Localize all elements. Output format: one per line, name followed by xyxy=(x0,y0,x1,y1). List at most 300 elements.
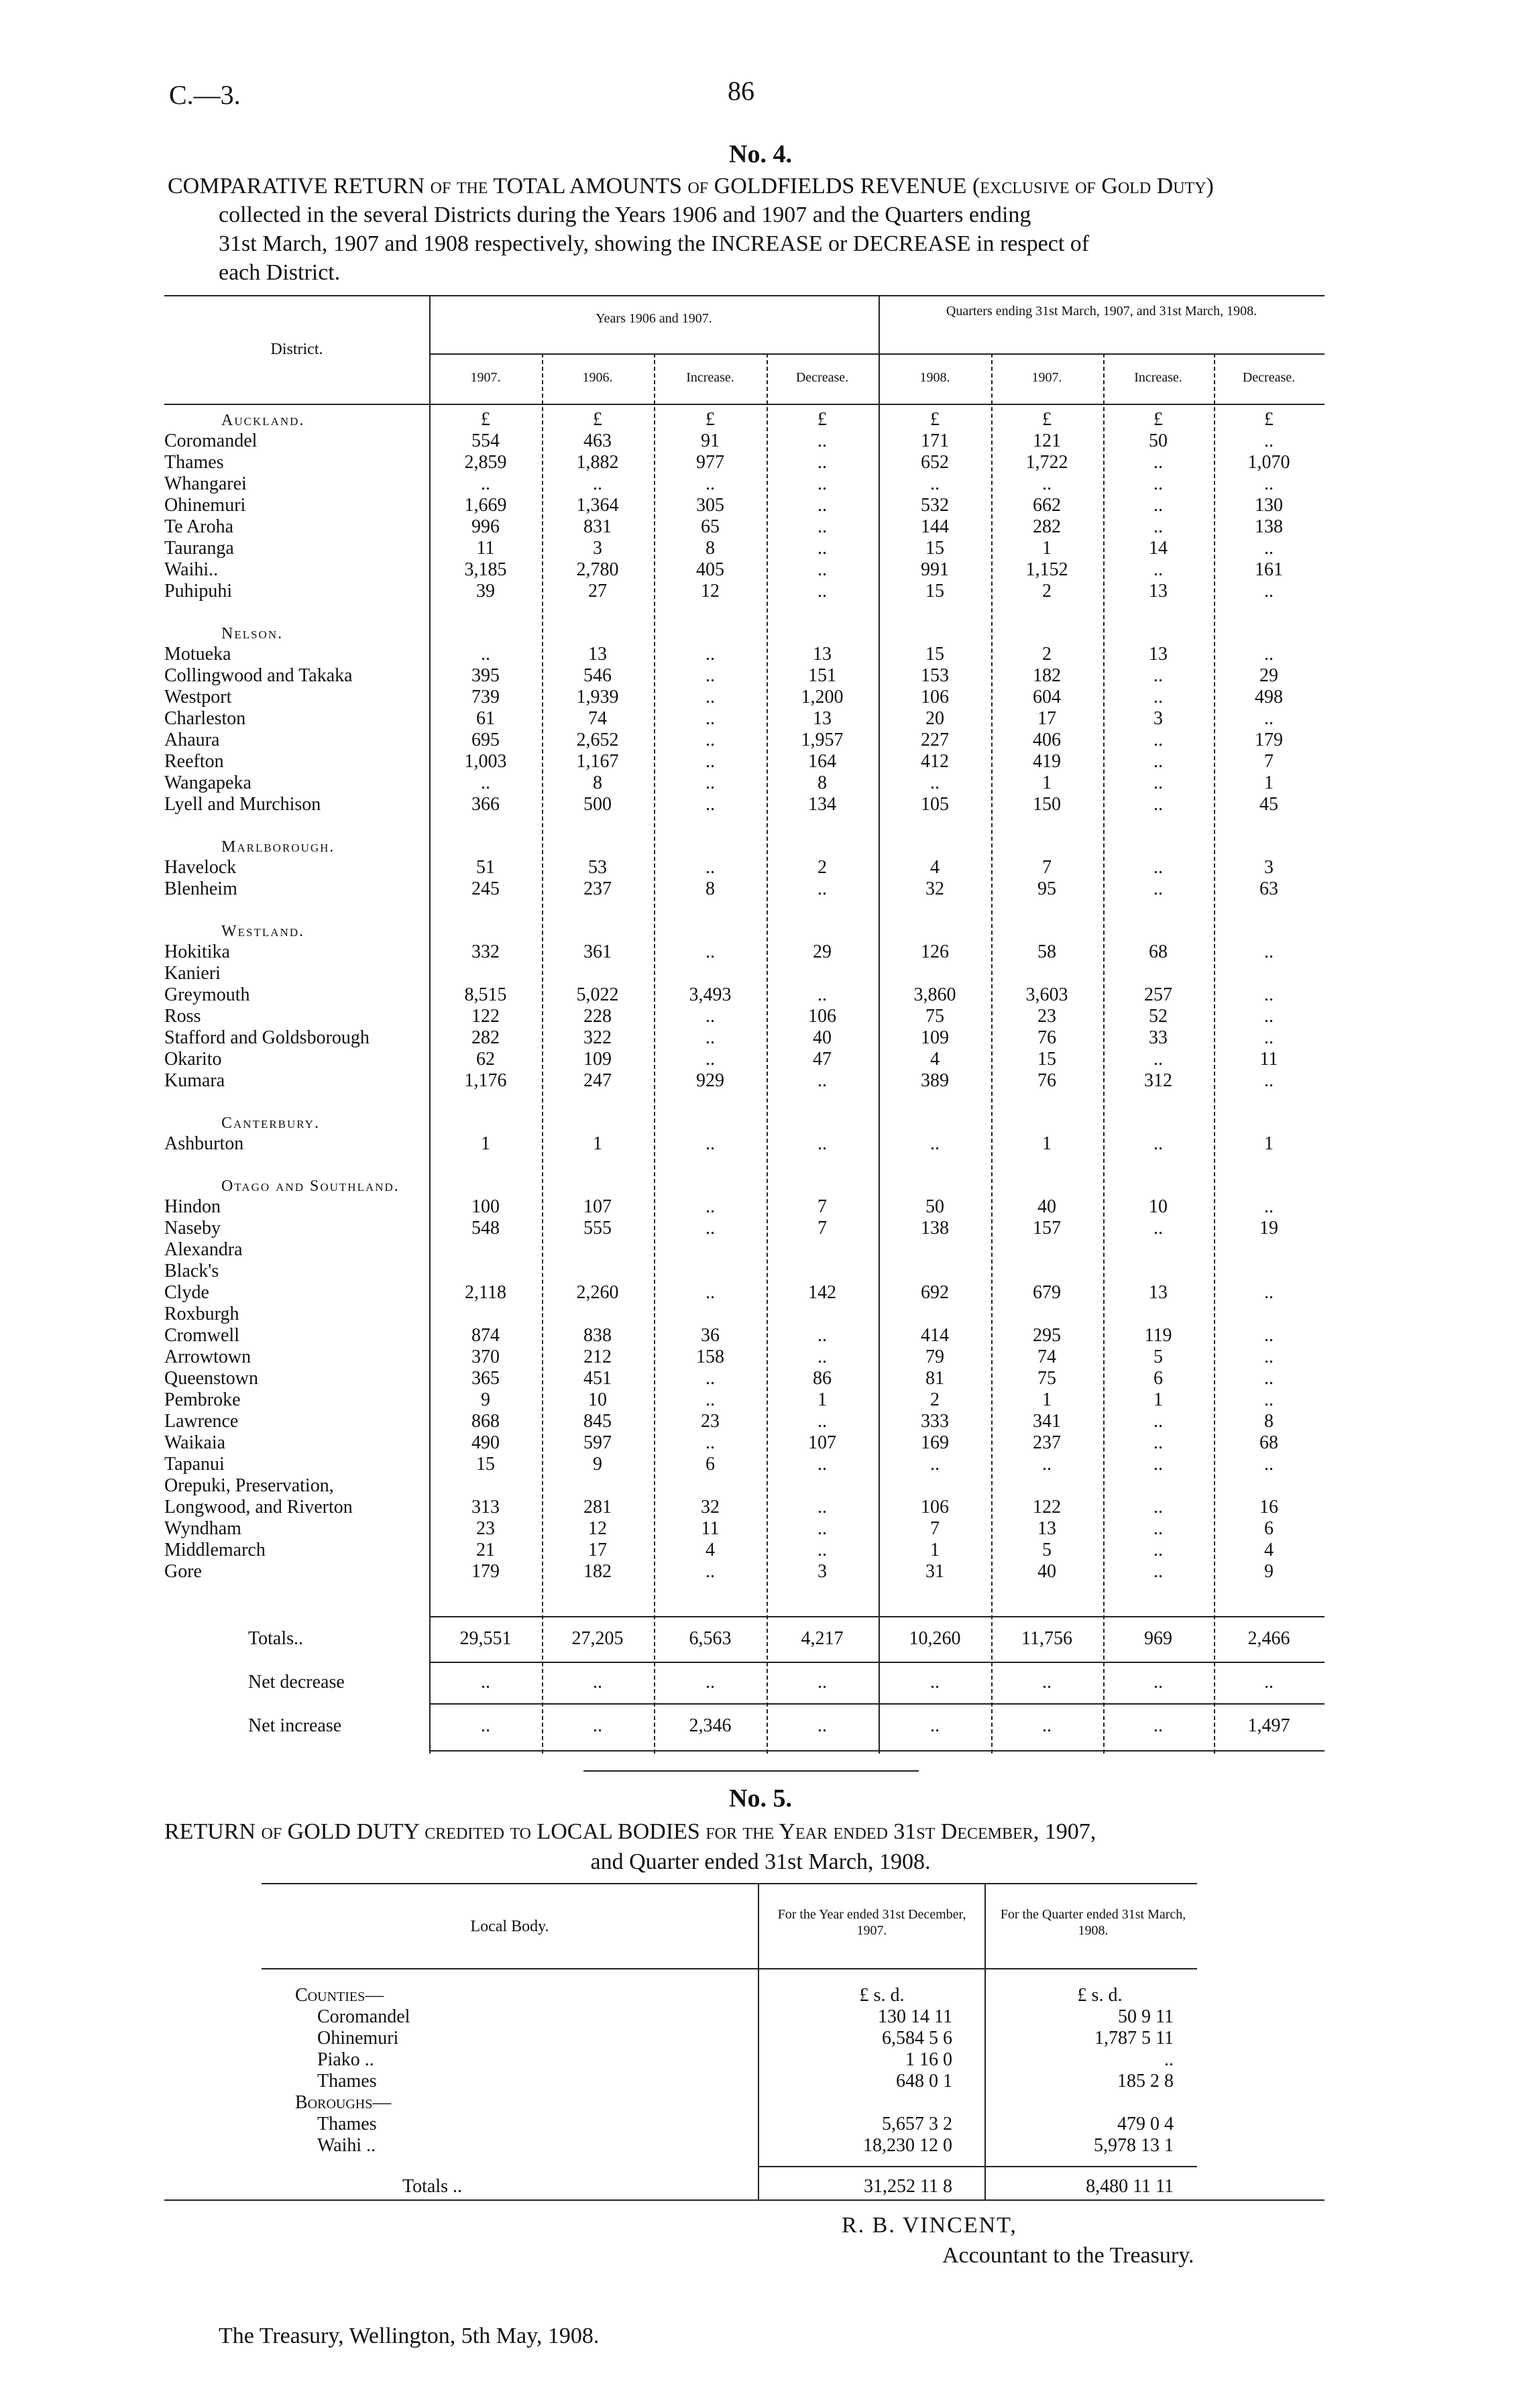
section-heading: Otago and Southland. xyxy=(221,1178,400,1195)
table-cell: .. xyxy=(706,751,715,772)
table-cell: 8,515 xyxy=(464,984,507,1005)
table-cell: 929 xyxy=(696,1070,724,1091)
table-cell: .. xyxy=(1264,1368,1274,1389)
table-cell: 1 xyxy=(593,1133,602,1154)
district-name: Charleston xyxy=(164,708,246,729)
table-cell: 27,205 xyxy=(571,1628,624,1649)
table-cell: 40 xyxy=(1037,1196,1056,1217)
section-heading: Nelson. xyxy=(221,625,284,642)
table-cell: 171 xyxy=(921,431,949,451)
table-row xyxy=(0,431,1521,452)
table-cell: 1 xyxy=(1042,538,1052,559)
table-cell: .. xyxy=(481,1715,490,1736)
table-cell: 61 xyxy=(476,708,495,729)
local-body-name: Waihi .. xyxy=(317,2135,376,2156)
table-cell: .. xyxy=(1264,1346,1274,1367)
district-name: Havelock xyxy=(164,857,237,878)
table-cell: 63 xyxy=(1259,878,1278,899)
table-cell: 3 xyxy=(1153,708,1163,729)
table-cell: 2,466 xyxy=(1247,1628,1290,1649)
table-row xyxy=(0,1475,1521,1497)
table-row xyxy=(0,878,1521,900)
table-cell: .. xyxy=(818,538,827,559)
table-cell: 6 xyxy=(706,1454,715,1475)
column-header-7: Increase. xyxy=(1134,370,1182,385)
year-amount: 1 16 0 xyxy=(905,2049,952,2070)
district-name: Reefton xyxy=(164,751,224,772)
table-cell: 282 xyxy=(471,1027,500,1048)
table-cell: 1,070 xyxy=(1247,452,1290,473)
table-cell: 1,669 xyxy=(464,495,507,516)
table-cell: 8 xyxy=(1264,1411,1274,1432)
table-cell: 282 xyxy=(1033,516,1061,537)
table-cell: 74 xyxy=(1037,1346,1056,1367)
table-cell: 6,563 xyxy=(689,1628,732,1649)
totals-label: Totals.. xyxy=(248,1628,304,1649)
local-body-name: Thames xyxy=(317,2071,377,2091)
net-increase-row xyxy=(0,1715,1521,1737)
table-cell: 157 xyxy=(1033,1218,1061,1239)
totals-label: Totals .. xyxy=(402,2176,463,2197)
table-cell: .. xyxy=(1153,857,1163,878)
table-cell: 212 xyxy=(583,1346,612,1367)
table-cell: .. xyxy=(818,495,827,516)
table-cell: 1 xyxy=(481,1133,490,1154)
table-cell: 281 xyxy=(583,1497,612,1517)
table-row xyxy=(0,1346,1521,1368)
quarter-total: 8,480 11 11 xyxy=(1086,2176,1174,2197)
table-cell: 47 xyxy=(813,1049,832,1070)
table-cell: 121 xyxy=(1033,431,1061,451)
table-cell: 3,493 xyxy=(689,984,732,1005)
table-cell: 91 xyxy=(701,431,720,451)
column-header-3: Increase. xyxy=(686,370,734,385)
table-cell: 16 xyxy=(1259,1497,1278,1517)
table-row xyxy=(0,581,1521,602)
table-cell: 868 xyxy=(471,1411,500,1432)
table-cell: 2,652 xyxy=(576,730,619,750)
table-cell: 845 xyxy=(583,1411,612,1432)
table-cell: 11 xyxy=(1259,1049,1278,1070)
table-cell: 109 xyxy=(583,1049,612,1070)
table-cell: 555 xyxy=(583,1218,612,1239)
district-name: Motueka xyxy=(164,644,231,665)
table-cell: .. xyxy=(1264,708,1274,729)
column-header-6: 1907. xyxy=(1031,370,1062,385)
section-heading: Westland. xyxy=(221,923,305,940)
table-cell: 8 xyxy=(706,538,715,559)
district-name: Thames xyxy=(164,452,224,473)
table-cell: .. xyxy=(818,1325,827,1346)
table-cell: .. xyxy=(818,878,827,899)
table-cell: .. xyxy=(1264,538,1274,559)
table-cell: .. xyxy=(818,452,827,473)
district-name: Ashburton xyxy=(164,1133,244,1154)
table-cell: .. xyxy=(930,1133,940,1154)
table-cell: 739 xyxy=(471,687,500,707)
table-cell: .. xyxy=(1153,452,1163,473)
table5-number: No. 5. xyxy=(729,1784,792,1813)
table-cell: 257 xyxy=(1144,984,1172,1005)
table-cell: 106 xyxy=(921,1497,949,1517)
table-row xyxy=(0,516,1521,538)
table-cell: 2,118 xyxy=(465,1282,506,1303)
quarter-currency: £ s. d. xyxy=(1077,1985,1123,2006)
table-cell: 463 xyxy=(583,431,612,451)
table-row xyxy=(0,1368,1521,1389)
year-column-header: For the Year ended 31st December, 1907. xyxy=(777,1907,966,1938)
table-cell: 228 xyxy=(583,1006,612,1027)
table-cell: 15 xyxy=(1037,1049,1056,1070)
table-row xyxy=(0,1304,1521,1325)
table-cell: 10 xyxy=(1149,1196,1168,1217)
table-cell: .. xyxy=(1153,1540,1163,1560)
quarter-amount: 50 9 11 xyxy=(1118,2006,1174,2027)
district-name: Waikaia xyxy=(164,1432,226,1453)
table-row xyxy=(0,1133,1521,1155)
table-cell: 32 xyxy=(701,1497,720,1517)
table-cell: .. xyxy=(593,1715,602,1736)
table-cell: 8 xyxy=(593,772,602,793)
table-cell: 361 xyxy=(583,941,612,962)
table-cell: 1,364 xyxy=(576,495,619,516)
document-code: C.—3. xyxy=(169,80,241,110)
table-cell: .. xyxy=(706,644,715,665)
table-cell: 1,003 xyxy=(464,751,507,772)
table-row xyxy=(0,984,1521,1006)
place-and-date: The Treasury, Wellington, 5th May, 1908. xyxy=(219,2324,600,2348)
table-cell: 237 xyxy=(1033,1432,1061,1453)
table-cell: .. xyxy=(593,1672,602,1693)
table-cell: 15 xyxy=(925,581,944,601)
district-name: Cromwell xyxy=(164,1325,239,1346)
table-cell: 29 xyxy=(813,941,832,962)
table-cell: 969 xyxy=(1144,1628,1172,1649)
table-cell: 389 xyxy=(921,1070,949,1091)
table-cell: .. xyxy=(706,687,715,707)
table-cell: 20 xyxy=(925,708,944,729)
table-cell: .. xyxy=(818,581,827,601)
table-cell: 490 xyxy=(471,1432,500,1453)
table-cell: 5 xyxy=(1153,1346,1163,1367)
table-cell: 1,176 xyxy=(464,1070,507,1091)
section-heading: Canterbury. xyxy=(221,1114,320,1132)
table4-caption-line-2: collected in the several Districts during the Years 1906 and 1907 and the Quarters ending xyxy=(219,203,1031,227)
table-cell: 15 xyxy=(476,1454,495,1475)
table-cell: 9 xyxy=(1264,1561,1274,1582)
table-cell: .. xyxy=(930,473,940,494)
table-row xyxy=(0,1027,1521,1049)
table-cell: 1 xyxy=(1264,772,1274,793)
table5-caption-line-1: RETURN of GOLD DUTY credited to LOCAL BODIES for the Year ended 31st December, 1907, xyxy=(164,1819,1096,1844)
table-row xyxy=(0,1497,1521,1518)
table-cell: .. xyxy=(706,1561,715,1582)
table-row xyxy=(0,1049,1521,1070)
table-cell: 332 xyxy=(471,941,500,962)
table-cell: 7 xyxy=(818,1196,827,1217)
net-increase-label: Net increase xyxy=(248,1715,342,1736)
table-cell: .. xyxy=(1153,1715,1163,1736)
currency-symbol: £ xyxy=(1042,409,1052,430)
year-amount: 18,230 12 0 xyxy=(863,2135,952,2156)
table-cell: 1,497 xyxy=(1247,1715,1290,1736)
table-cell: .. xyxy=(706,1027,715,1048)
table-cell: 134 xyxy=(808,794,836,815)
table-cell: .. xyxy=(818,559,827,580)
table-cell: 138 xyxy=(921,1218,949,1239)
table-cell: .. xyxy=(1153,665,1163,686)
table-cell: .. xyxy=(1264,1027,1274,1048)
district-name: Arrowtown xyxy=(164,1346,251,1367)
table-cell: 11 xyxy=(701,1518,720,1539)
local-body-name: Coromandel xyxy=(317,2006,410,2027)
table-cell: .. xyxy=(706,1282,715,1303)
table-cell: 692 xyxy=(921,1282,949,1303)
table-cell: 29,551 xyxy=(459,1628,512,1649)
table-row xyxy=(0,1282,1521,1304)
table-cell: 15 xyxy=(925,538,944,559)
table-cell: 1 xyxy=(818,1389,827,1410)
table-cell: 695 xyxy=(471,730,500,750)
district-name: Coromandel xyxy=(164,431,258,451)
totals-row xyxy=(0,1628,1521,1650)
table-cell: .. xyxy=(1153,751,1163,772)
district-name: Alexandra xyxy=(164,1239,243,1260)
table-cell: 179 xyxy=(471,1561,500,1582)
table-cell: 17 xyxy=(1037,708,1056,729)
table-cell: 23 xyxy=(701,1411,720,1432)
table-cell: 169 xyxy=(921,1432,949,1453)
table4-caption-line-3: 31st March, 1907 and 1908 respectively, showing the INCREASE or DECREASE in respect of xyxy=(219,231,1090,256)
table-cell: 3,860 xyxy=(913,984,956,1005)
table-cell: .. xyxy=(593,473,602,494)
table-cell: .. xyxy=(706,1432,715,1453)
table-cell: .. xyxy=(818,1518,827,1539)
table-cell: 554 xyxy=(471,431,500,451)
table-cell: .. xyxy=(706,1196,715,1217)
district-name: Greymouth xyxy=(164,984,250,1005)
table-cell: .. xyxy=(1264,1454,1274,1475)
table-cell: 5 xyxy=(1042,1540,1052,1560)
table-cell: 106 xyxy=(808,1006,836,1027)
table-cell: 313 xyxy=(471,1497,500,1517)
table-cell: 227 xyxy=(921,730,949,750)
table-cell: .. xyxy=(481,1672,490,1693)
table-cell: 74 xyxy=(588,708,607,729)
table-row xyxy=(0,794,1521,815)
table-cell: 500 xyxy=(583,794,612,815)
table-cell: .. xyxy=(1264,581,1274,601)
table-cell: 831 xyxy=(583,516,612,537)
table-cell: .. xyxy=(706,1218,715,1239)
table-cell: 322 xyxy=(583,1027,612,1048)
table-cell: 153 xyxy=(921,665,949,686)
table-cell: 17 xyxy=(588,1540,607,1560)
table-cell: .. xyxy=(481,644,490,665)
table-row xyxy=(0,538,1521,559)
table-cell: 3 xyxy=(818,1561,827,1582)
local-body-column-header: Local Body. xyxy=(470,1918,549,1935)
table-cell: 29 xyxy=(1259,665,1278,686)
table-cell: 86 xyxy=(813,1368,832,1389)
table-cell: .. xyxy=(481,772,490,793)
district-name: Roxburgh xyxy=(164,1304,239,1324)
table-cell: .. xyxy=(818,1346,827,1367)
table-cell: .. xyxy=(930,1715,940,1736)
table-cell: .. xyxy=(1264,431,1274,451)
column-header-2: 1906. xyxy=(582,370,613,385)
year-currency: £ s. d. xyxy=(859,1985,905,2006)
table-cell: .. xyxy=(706,794,715,815)
table-cell: 33 xyxy=(1149,1027,1168,1048)
table-cell: 295 xyxy=(1033,1325,1061,1346)
quarter-amount: 479 0 4 xyxy=(1117,2114,1174,2134)
quarters-group-header: Quarters ending 31st March, 1907, and 31st March, 1908. xyxy=(946,304,1257,319)
table-cell: 1,957 xyxy=(801,730,844,750)
table4-number: No. 4. xyxy=(729,140,792,168)
district-name: Naseby xyxy=(164,1218,221,1239)
table-cell: 7 xyxy=(930,1518,940,1539)
table-cell: .. xyxy=(1153,878,1163,899)
table-cell: .. xyxy=(1264,473,1274,494)
table-cell: 548 xyxy=(471,1218,500,1239)
table-cell: 151 xyxy=(808,665,836,686)
table-cell: 9 xyxy=(481,1389,490,1410)
table-cell: .. xyxy=(818,1672,827,1693)
table-cell: 13 xyxy=(1149,644,1168,665)
table-cell: 679 xyxy=(1033,1282,1061,1303)
district-name: Wangapeka xyxy=(164,772,251,793)
table-cell: .. xyxy=(930,772,940,793)
table-cell: 237 xyxy=(583,878,612,899)
table-cell: 395 xyxy=(471,665,500,686)
table-cell: 53 xyxy=(588,857,607,878)
table-cell: .. xyxy=(818,1497,827,1517)
table-cell: 604 xyxy=(1033,687,1061,707)
table-cell: 158 xyxy=(696,1346,724,1367)
table-cell: .. xyxy=(1153,1218,1163,1239)
currency-symbol: £ xyxy=(1264,409,1274,430)
table-cell: .. xyxy=(1153,1432,1163,1453)
table-cell: .. xyxy=(706,1006,715,1027)
table-row xyxy=(0,1261,1521,1282)
table-cell: .. xyxy=(1264,1282,1274,1303)
table-cell: .. xyxy=(706,730,715,750)
table4-caption-line-4: each District. xyxy=(219,260,341,285)
local-body-name: Thames xyxy=(317,2114,377,2134)
table-cell: 142 xyxy=(808,1282,836,1303)
table-cell: 1,939 xyxy=(576,687,619,707)
table-cell: 10 xyxy=(588,1389,607,1410)
table-cell: 406 xyxy=(1033,730,1061,750)
table-cell: .. xyxy=(481,473,490,494)
table-cell: 144 xyxy=(921,516,949,537)
table-cell: .. xyxy=(1153,794,1163,815)
table-cell: 31 xyxy=(925,1561,944,1582)
table-cell: .. xyxy=(930,1454,940,1475)
table-cell: .. xyxy=(1042,1672,1052,1693)
district-name: Kanieri xyxy=(164,963,221,984)
district-name: Waihi.. xyxy=(164,559,219,580)
table-cell: 312 xyxy=(1144,1070,1172,1091)
table-cell: 874 xyxy=(471,1325,500,1346)
table-cell: 1 xyxy=(1042,1133,1052,1154)
table-row xyxy=(0,941,1521,963)
table-row xyxy=(0,1239,1521,1261)
table-cell: .. xyxy=(818,516,827,537)
table-cell: 50 xyxy=(925,1196,944,1217)
table-cell: .. xyxy=(1153,1497,1163,1517)
table-row xyxy=(0,1070,1521,1092)
table-cell: 412 xyxy=(921,751,949,772)
table-cell: 161 xyxy=(1255,559,1283,580)
currency-symbol: £ xyxy=(593,409,602,430)
table-cell: .. xyxy=(1153,1518,1163,1539)
district-name: Okarito xyxy=(164,1049,222,1070)
table-cell: 3,603 xyxy=(1025,984,1068,1005)
table-cell: 4 xyxy=(1264,1540,1274,1560)
table-cell: 107 xyxy=(808,1432,836,1453)
table-cell: 977 xyxy=(696,452,724,473)
table-cell: 14 xyxy=(1149,538,1168,559)
table-cell: 2 xyxy=(1042,581,1052,601)
district-name: Tapanui xyxy=(164,1454,225,1475)
table-cell: 2 xyxy=(818,857,827,878)
table-cell: 2 xyxy=(1042,644,1052,665)
table-row xyxy=(0,665,1521,687)
table-cell: 247 xyxy=(583,1070,612,1091)
table-cell: 106 xyxy=(921,687,949,707)
currency-symbol: £ xyxy=(818,409,827,430)
table-cell: 13 xyxy=(1149,1282,1168,1303)
table-row xyxy=(0,1540,1521,1561)
district-name: Middlemarch xyxy=(164,1540,266,1560)
table-cell: .. xyxy=(1264,1389,1274,1410)
table-cell: 13 xyxy=(588,644,607,665)
table-cell: 1 xyxy=(1264,1133,1274,1154)
table-cell: 838 xyxy=(583,1325,612,1346)
table-row xyxy=(0,772,1521,794)
table-cell: 3 xyxy=(1264,857,1274,878)
district-name: Ross xyxy=(164,1006,201,1027)
table-cell: 2,346 xyxy=(689,1715,732,1736)
table-cell: .. xyxy=(1264,1006,1274,1027)
table-cell: 100 xyxy=(471,1196,500,1217)
table-cell: 419 xyxy=(1033,751,1061,772)
table-cell: 179 xyxy=(1255,730,1283,750)
table-cell: .. xyxy=(706,1672,715,1693)
district-name: Orepuki, Preservation, xyxy=(164,1475,334,1496)
table-cell: 105 xyxy=(921,794,949,815)
table-cell: 182 xyxy=(583,1561,612,1582)
table-cell: 32 xyxy=(925,878,944,899)
table-cell: 164 xyxy=(808,751,836,772)
district-name: Westport xyxy=(164,687,232,707)
district-name: Ohinemuri xyxy=(164,495,246,516)
table-cell: 11 xyxy=(476,538,495,559)
table-cell: 996 xyxy=(471,516,500,537)
table-cell: 39 xyxy=(476,581,495,601)
boroughs-heading: Boroughs— xyxy=(295,2092,392,2113)
district-name: Kumara xyxy=(164,1070,225,1091)
table-cell: .. xyxy=(1153,1561,1163,1582)
net-decrease-row xyxy=(0,1672,1521,1693)
table-cell: 11,756 xyxy=(1021,1628,1072,1649)
local-body-name: Piako .. xyxy=(317,2049,374,2070)
table-cell: 1 xyxy=(1042,772,1052,793)
counties-heading: Counties— xyxy=(295,1985,384,2006)
quarter-amount: 185 2 8 xyxy=(1117,2071,1174,2091)
